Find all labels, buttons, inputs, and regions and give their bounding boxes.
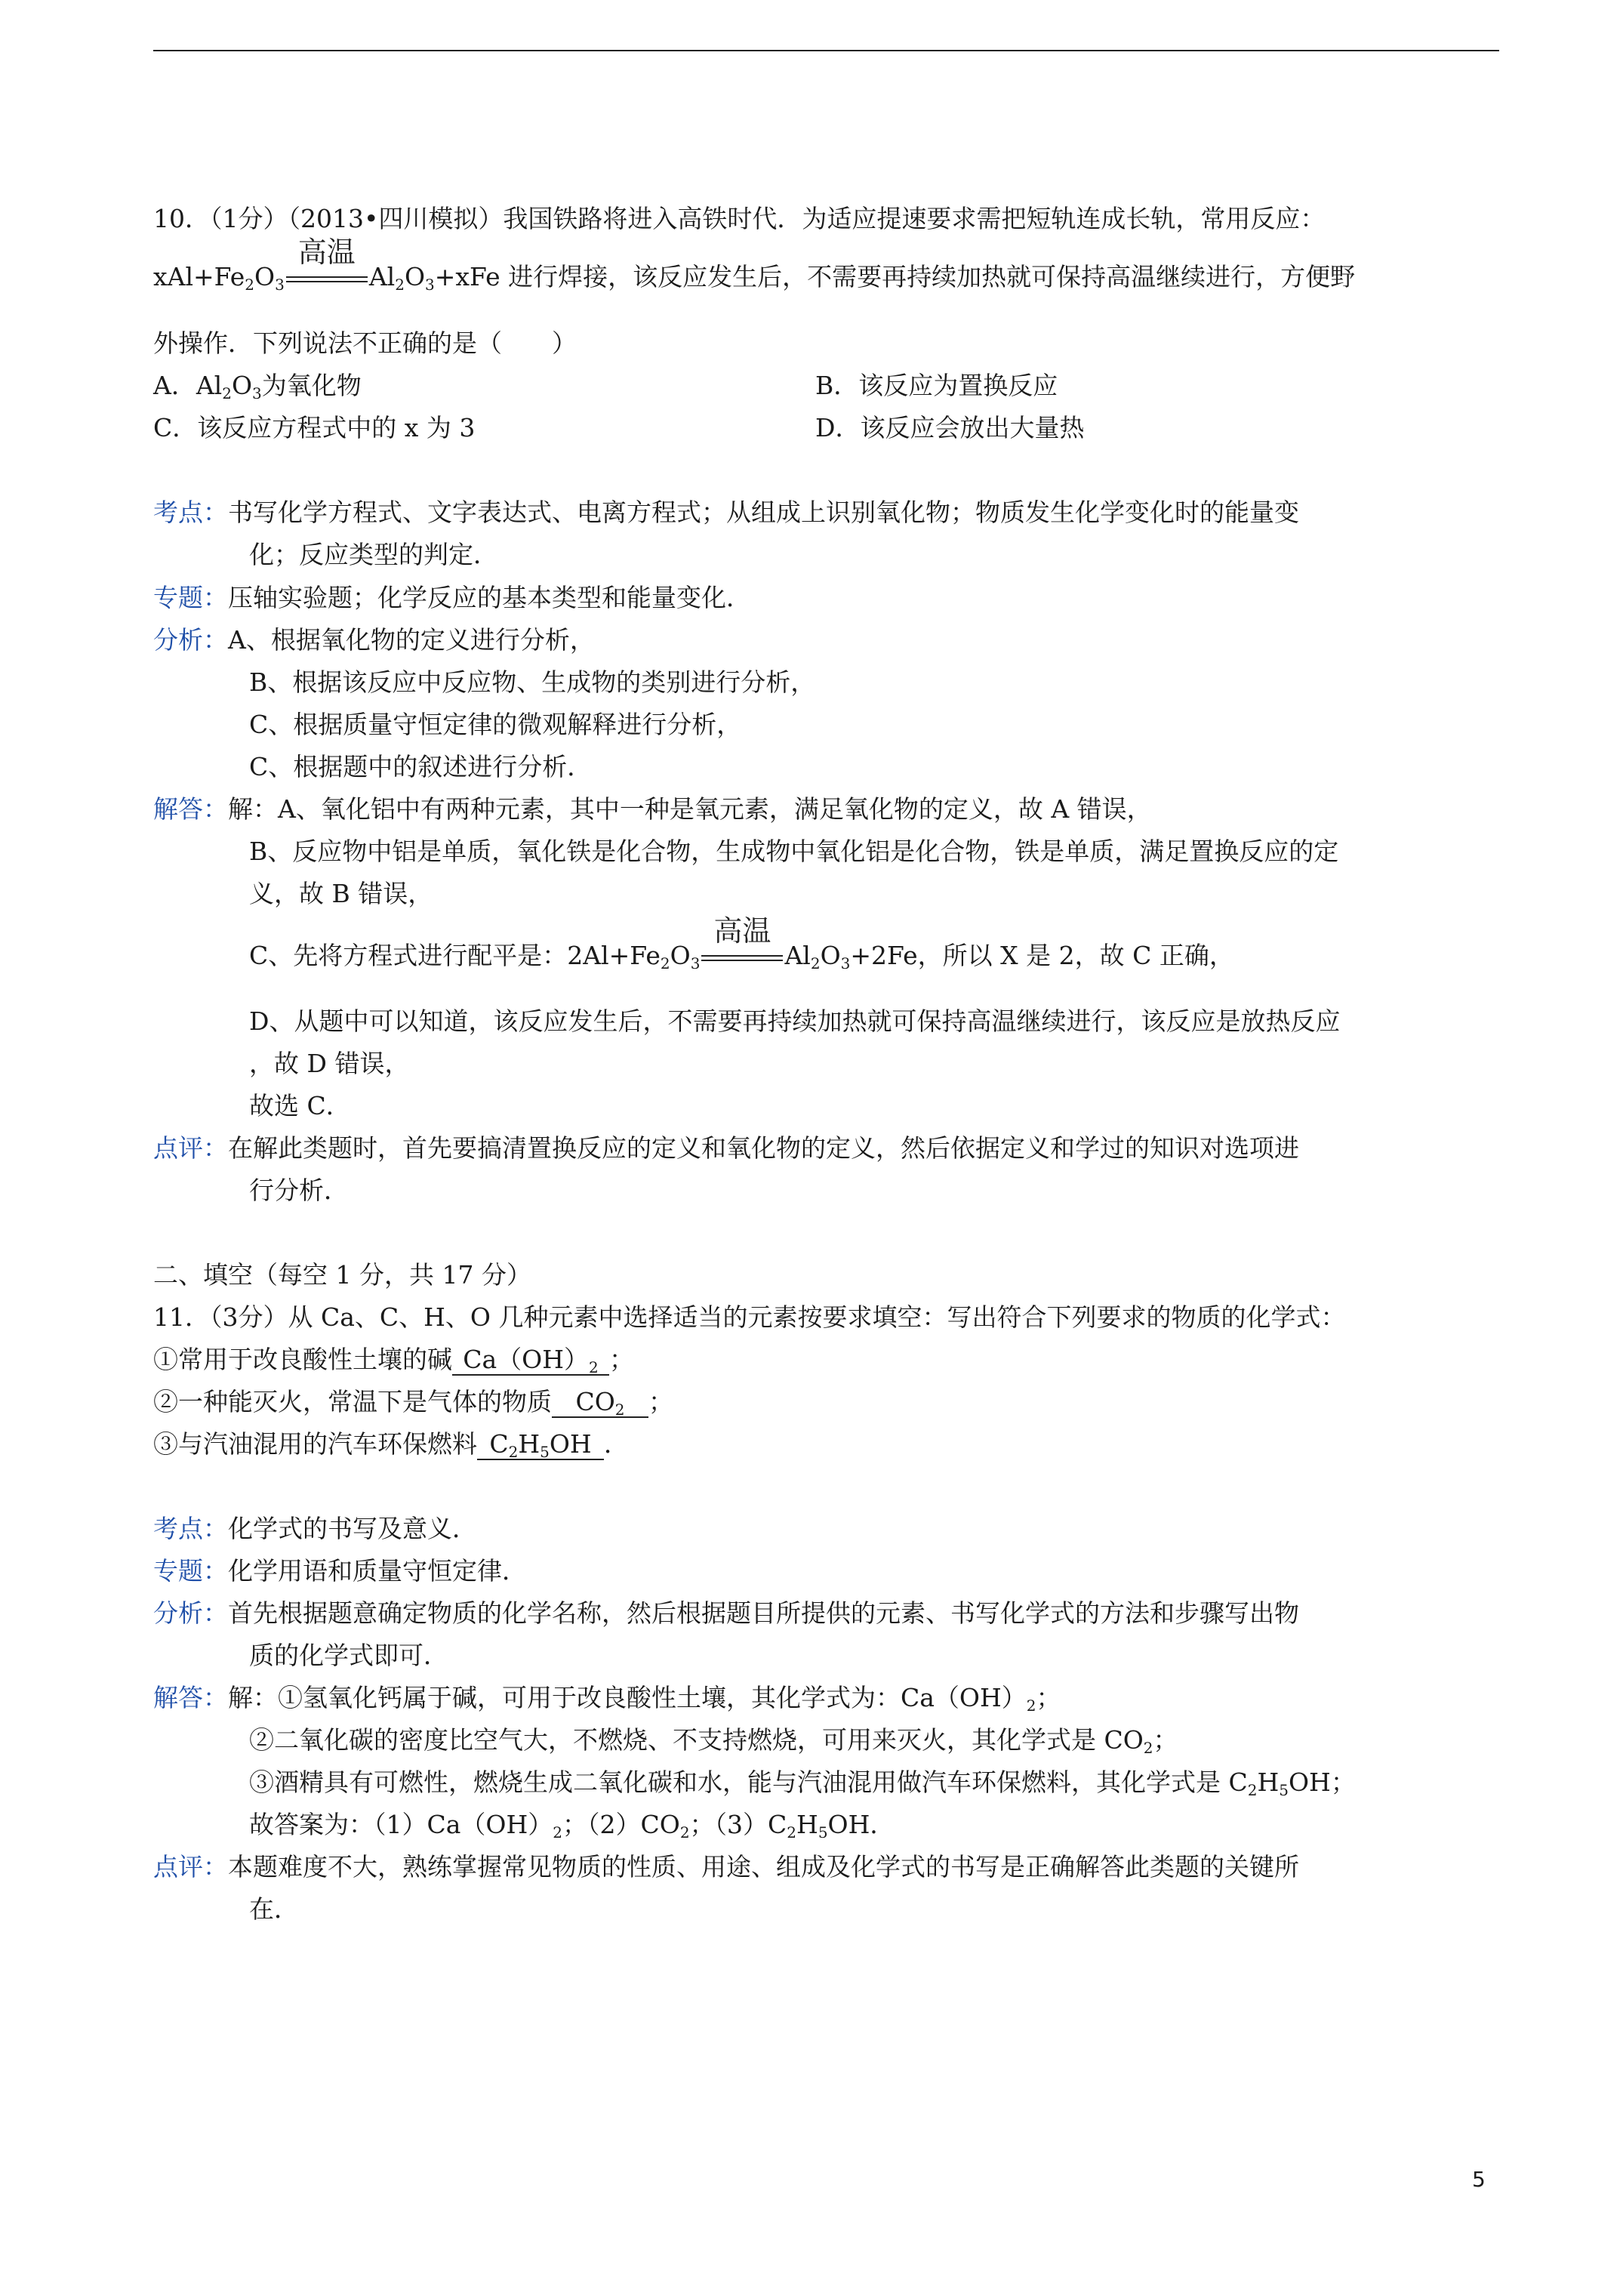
q11-item-2: ②一种能灭火，常温下是气体的物质 $CO_2$ ； xyxy=(153,1387,673,1419)
q10-option-d: D．该反应会放出大量热 xyxy=(815,413,1085,442)
q10-dianping: 点评：在解此类题时，首先要搞清置换反应的定义和氧化物的定义，然后依据定义和学过的知识对选项进 xyxy=(153,1133,1299,1163)
header-rule xyxy=(153,50,1499,51)
q10-dianping-2: 行分析． xyxy=(249,1176,349,1205)
q11-item-1: ①常用于改良酸性土壤的碱 $Ca(OH)_2$ ； xyxy=(153,1345,634,1376)
q10-fenxi: 分析：A、根据氧化物的定义进行分析， xyxy=(153,625,595,655)
q11-fenxi-2: 质的化学式即可． xyxy=(249,1641,448,1670)
q10-jieda-equation: C、先将方程式进行配平是：$2Al+Fe_2O_3$ 高温 $Al_2O_3+2Fe$，所以 X 是 2，故 C 正确， xyxy=(249,914,1234,972)
q10-fenxi-3: C、根据质量守恒定律的微观解释进行分析， xyxy=(249,710,742,739)
q10-option-c: C．该反应方程式中的 x 为 3 xyxy=(153,413,476,442)
q11-kaodian: 考点：化学式的书写及意义． xyxy=(153,1514,477,1543)
q11-item-3: ③与汽油混用的汽车环保燃料 $C_2H_5OH$ ． xyxy=(153,1429,629,1461)
q10-zhuanti: 专题：压轴实验题；化学反应的基本类型和能量变化． xyxy=(153,583,751,612)
q11-dianping: 点评：本题难度不大，熟练掌握常见物质的性质、用途、组成及化学式的书写是正确解答此类题的关键所 xyxy=(153,1852,1299,1881)
q10-jieda: 解答：解：A、氧化铝中有两种元素，其中一种是氧元素，满足氧化物的定义，故 A 错误， xyxy=(153,794,1152,824)
q11-zhuanti: 专题：化学用语和质量守恒定律． xyxy=(153,1556,527,1586)
answer-blank-1: $Ca(OH)_2$ xyxy=(452,1345,609,1376)
reaction-condition-2: 高温 xyxy=(701,955,783,963)
q11-jieda-3: ③酒精具有可燃性，燃烧生成二氧化碳和水，能与汽油混用做汽车环保燃料，其化学式是 $C_2H_5OH$； xyxy=(249,1767,1356,1799)
q10-jieda-3: 义，故 B 错误， xyxy=(249,879,433,908)
q10-equation-line: $xAl+Fe_2O_3$ 高温 $Al_2O_3+xFe$ 进行焊接，该反应发生后，不需要再持续加热就可保持高温继续进行，方便野 xyxy=(153,236,1356,294)
page-number: 5 xyxy=(1472,2167,1486,2192)
q10-stem-line1: 10．（1分）（2013•四川模拟）我国铁路将进入高铁时代．为适应提速要求需把短轨连成长轨，常用反应： xyxy=(153,204,1326,233)
q10-jieda-7: 故选 C． xyxy=(249,1091,351,1120)
q10-option-b: B．该反应为置换反应 xyxy=(815,371,1058,400)
reaction-condition: 高温 xyxy=(286,276,368,284)
q10-stem-line3: 外操作．下列说法不正确的是（ ） xyxy=(153,328,577,358)
q10-fenxi-4: C、根据题中的叙述进行分析． xyxy=(249,752,593,781)
q10-fenxi-2: B、根据该反应中反应物、生成物的类别进行分析， xyxy=(249,667,816,697)
q10-kaodian-cont: 化；反应类型的判定． xyxy=(249,540,498,569)
section-heading: 二、填空（每空 1 分，共 17 分） xyxy=(153,1260,531,1290)
q10-jieda-5: D、从题中可以知道，该反应发生后，不需要再持续加热就可保持高温继续进行，该反应是放热反应 xyxy=(249,1006,1341,1036)
q11-stem: 11．（3分）从 Ca、C、H、O 几种元素中选择适当的元素按要求填空：写出符合下列要求的物质的化学式： xyxy=(153,1302,1346,1332)
q11-jieda-2: ②二氧化碳的密度比空气大，不燃烧、不支持燃烧，可用来灭火，其化学式是 $CO_2$； xyxy=(249,1725,1178,1757)
q10-jieda-6: ，故 D 错误， xyxy=(249,1049,410,1078)
q10-jieda-2: B、反应物中铝是单质，氧化铁是化合物，生成物中氧化铝是化合物，铁是单质，满足置换反应的定 xyxy=(249,837,1339,866)
answer-blank-3: $C_2H_5OH$ xyxy=(477,1430,604,1460)
q11-dianping-2: 在． xyxy=(249,1894,299,1924)
q11-jieda-4: 故答案为：$(1)Ca(OH)_2$；$(2)CO_2$；$(3)C_2H_5OH$． xyxy=(249,1810,895,1841)
q10-kaodian: 考点：书写化学方程式、文字表达式、电离方程式；从组成上识别氧化物；物质发生化学变化时的能量变 xyxy=(153,498,1299,527)
q11-jieda: 解答：解：①氢氧化钙属于碱，可用于改良酸性土壤，其化学式为：$Ca(OH)_2$； xyxy=(153,1683,1061,1715)
answer-blank-2: $CO_2$ xyxy=(552,1388,648,1418)
q11-fenxi: 分析：首先根据题意确定物质的化学名称，然后根据题目所提供的元素、书写化学式的方法和步骤写出物 xyxy=(153,1598,1299,1628)
q10-option-a: A．$Al_2O_3$为氧化物 xyxy=(153,371,362,402)
